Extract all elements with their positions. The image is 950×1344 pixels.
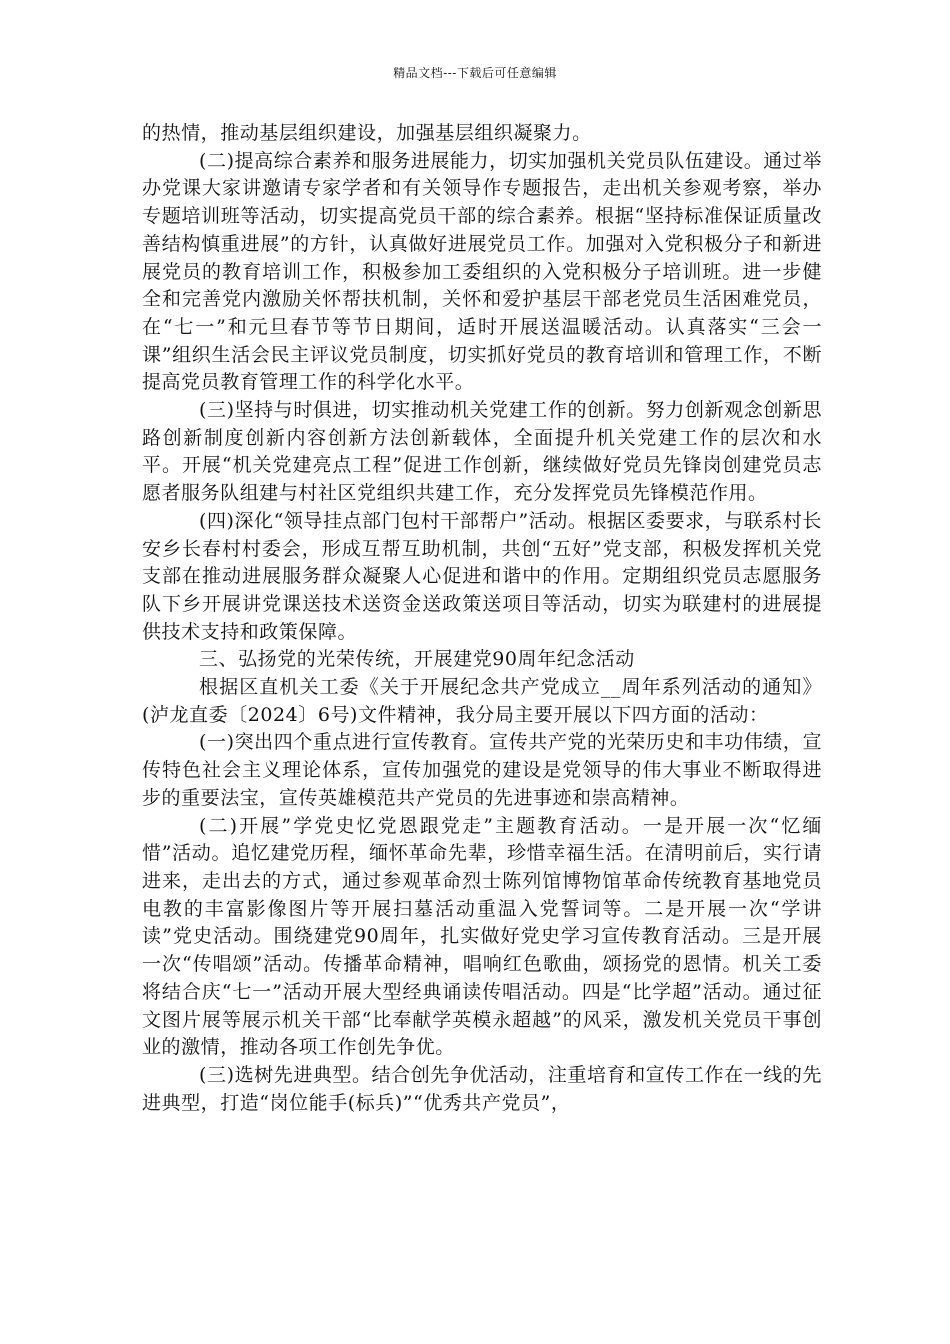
paragraph-4: (四)深化“领导挂点部门包村干部帮户”活动。根据区委要求，与联系村长安乡长春村村委会，形成互帮互助机制，共创“五好”党支部，积极发挥机关党支部在推动进展服务群众凝聚人心促进和谐中的作用。定期组织党员志愿服务队下乡开展讲党课送技术送资金送政策送项目等活动，切实为联建村的进展提供技术支持和政策保障。 (142, 509, 822, 643)
paragraph-1: 的热情，推动基层组织建设，加强基层组织凝聚力。 (142, 122, 592, 144)
page-header: 精品文档---下载后可任意编辑 (393, 66, 557, 80)
section-heading: 三、弘扬党的光荣传统，开展建党90周年纪念活动 (199, 648, 635, 671)
document-body (142, 120, 822, 1117)
paragraph-7: (二)开展”学党史忆党恩跟党走”主题教育活动。一是开展一次“忆缅惜”活动。追忆建党历程，缅怀革命先辈，珍惜幸福生活。在清明前后，实行请进来，走出去的方式，通过参观革命烈士陈列馆博物馆革命传统教育基地党员电教的丰富影像图片等开展扫墓活动重温入党誓词等。二是开展一次“学讲读”党史活动。围绕建党90周年，扎实做好党史学习宣传教育活动。三是开展一次“传唱颂”活动。传播革命精神，唱响红色歌曲，颂扬党的恩情。机关工委将结合庆“七一”活动开展大型经典诵读传唱活动。四是“比学超”活动。通过征文图片展等展示机关干部“比奉献学英模永超越”的风采，激发机关党员干事创业的激情，推动各项工作创先争优。 (142, 814, 822, 1059)
paragraph-3: (三)坚持与时俱进，切实推动机关党建工作的创新。努力创新观念创新思路创新制度创新内容创新方法创新载体，全面提升机关党建工作的层次和水平。开展“机关党建亮点工程”促进工作创新，继续做好党员先锋岗创建党员志愿者服务队组建与村社区党组织共建工作，充分发挥党员先锋模范作用。 (142, 399, 822, 505)
paragraph-2: (二)提高综合素养和服务进展能力，切实加强机关党员队伍建设。通过举办党课大家讲邀请专家学者和有关领导作专题报告，走出机关参观考察，举办专题培训班等活动，切实提高党员干部的综合素养。根据“坚持标准保证质量改善结构慎重进展”的方针，认真做好进展党员工作。加强对入党积极分子和新进展党员的教育培训工作，积极参加工委组织的入党积极分子培训班。进一步健全和完善党内激励关怀帮扶机制，关怀和爱护基层干部老党员生活困难党员，在“七一”和元旦春节等节日期间，适时开展送温暖活动。认真落实“三会一课”组织生活会民主评议党员制度，切实抓好党员的教育培训和管理工作，不断提高党员教育管理工作的科学化水平。 (142, 149, 822, 394)
paragraph-8: (三)选树先进典型。结合创先争优活动，注重培育和宣传工作在一线的先进典型，打造“岗位能手(标兵)”“优秀共产党员”， (142, 1063, 822, 1114)
paragraph-5: 根据区直机关工委《关于开展纪念共产党成立__周年系列活动的通知》(泸龙直委〔2024〕6号)文件精神，我分局主要开展以下四方面的活动： (142, 676, 822, 726)
paragraph-6: (一)突出四个重点进行宣传教育。宣传共产党的光荣历史和丰功伟绩，宣传特色社会主义理论体系，宣传加强党的建设是党领导的伟大事业不断取得进步的重要法宝，宣传英雄模范共产党员的先进事迹和崇高精神。 (142, 731, 822, 809)
